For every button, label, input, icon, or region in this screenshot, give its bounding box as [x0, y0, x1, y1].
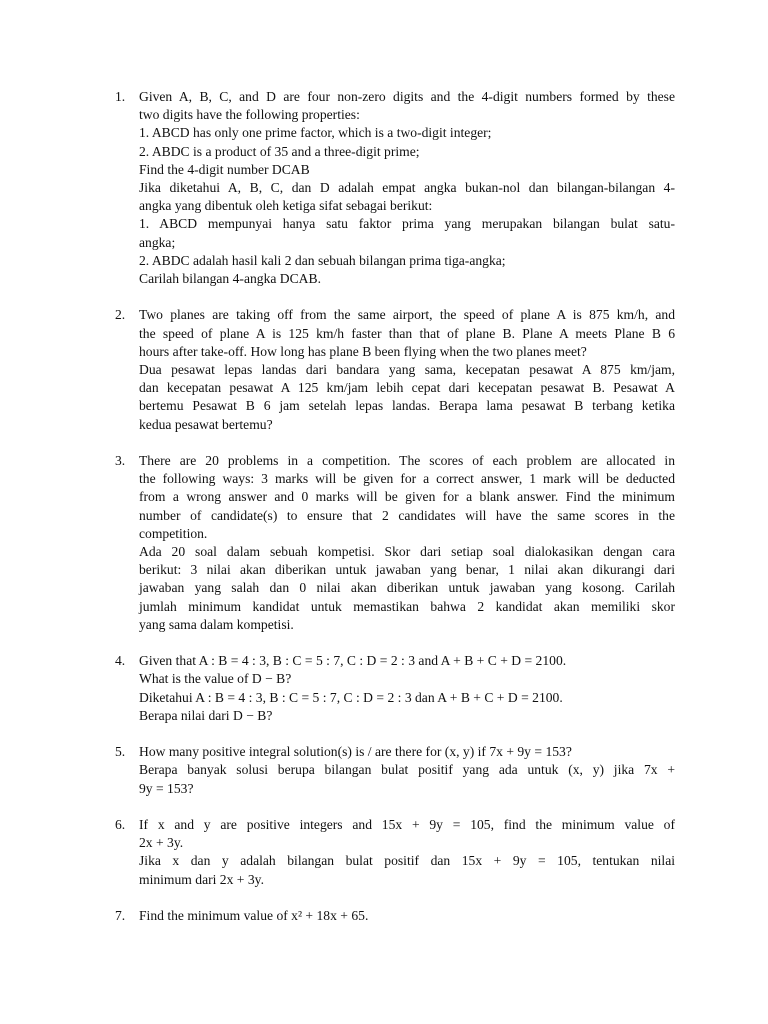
problem-line: berikut: 3 nilai akan diberikan untuk jawaban yang benar, 1 nilai akan dikurangi dari	[139, 562, 675, 578]
problem-line: hours after take-off. How long has plane B been flying when the two planes meet?	[139, 343, 587, 359]
problem-number: 7.	[115, 908, 126, 924]
problem-line: Jika diketahui A, B, C, dan D adalah empat angka bukan-nol dan bilangan-bilangan 4-	[139, 180, 675, 196]
problem-line: bertemu Pesawat B 6 jam setelah lepas landas. Berapa lama pesawat B terbang ketika	[139, 398, 675, 414]
problem-line: Given A, B, C, and D are four non-zero digits and the 4-digit numbers formed by these	[139, 89, 675, 104]
problem-line: There are 20 problems in a competition. The scores of each problem are allocated in	[139, 453, 675, 469]
problem-number: 2.	[115, 307, 126, 323]
problem-line: If x and y are positive integers and 15x + 9y = 105, find the minimum value of	[139, 817, 675, 833]
problem-line: What is the value of D − B?	[139, 671, 292, 687]
problem-line: minimum dari 2x + 3y.	[139, 871, 264, 887]
problem-line: Find the minimum value of x² + 18x + 65.	[139, 908, 369, 924]
problem-line: the following ways: 3 marks will be given for a correct answer, 1 mark will be deducted	[139, 471, 675, 487]
problem-line: Dua pesawat lepas landas dari bandara yang sama, kecepatan pesawat A 875 km/jam,	[139, 362, 675, 378]
problem-line: jawaban yang salah dan 0 nilai akan diberikan untuk jawaban yang kosong. Carilah	[139, 580, 675, 596]
problem-line: 1. ABCD mempunyai hanya satu faktor prima yang merupakan bilangan bulat satu-	[139, 216, 675, 232]
problem-line: 2. ABDC is a product of 35 and a three-digit prime;	[139, 143, 420, 159]
problem-line: from a wrong answer and 0 marks will be given for a blank answer. Find the minimum	[139, 489, 675, 505]
problem-line: kedua pesawat bertemu?	[139, 416, 273, 432]
problem-line: two digits have the following properties:	[139, 107, 360, 123]
problem-item	[115, 816, 675, 889]
problem-line: jumlah minimum kandidat untuk memastikan bahwa 2 kandidat akan memiliki skor	[139, 598, 675, 614]
problem-line: dan kecepatan pesawat A 125 km/jam lebih cepat dari kecepatan pesawat B. Pesawat A	[139, 380, 675, 396]
problem-item	[115, 907, 675, 925]
problem-line: 1. ABCD has only one prime factor, which is a two-digit integer;	[139, 125, 492, 141]
problem-item	[115, 452, 675, 634]
problem-line: 2. ABDC adalah hasil kali 2 dan sebuah bilangan prima tiga-angka;	[139, 252, 506, 268]
problem-number: 5.	[115, 744, 126, 760]
problem-line: Carilah bilangan 4-angka DCAB.	[139, 271, 321, 287]
problem-list	[115, 88, 675, 943]
problem-line: the speed of plane A is 125 km/h faster than that of plane B. Plane A meets Plane B 6	[139, 325, 675, 341]
problem-item	[115, 88, 675, 288]
problem-number: 3.	[115, 453, 126, 469]
problem-line: Berapa banyak solusi berupa bilangan bulat positif yang ada untuk (x, y) jika 7x +	[139, 762, 675, 778]
problem-line: Given that A : B = 4 : 3, B : C = 5 : 7, C : D = 2 : 3 and A + B + C + D = 2100.	[139, 653, 567, 669]
problem-line: Diketahui A : B = 4 : 3, B : C = 5 : 7, C : D = 2 : 3 dan A + B + C + D = 2100.	[139, 689, 563, 705]
problem-line: 9y = 153?	[139, 780, 194, 796]
problem-line: Two planes are taking off from the same airport, the speed of plane A is 875 km/h, and	[139, 307, 675, 323]
problem-number: 4.	[115, 653, 126, 669]
problem-number: 6.	[115, 817, 126, 833]
problem-line: How many positive integral solution(s) is / are there for (x, y) if 7x + 9y = 153?	[139, 744, 572, 760]
problem-line: angka;	[139, 234, 176, 250]
problem-line: 2x + 3y.	[139, 835, 184, 851]
problem-line: Ada 20 soal dalam sebuah kompetisi. Skor dari setiap soal dialokasikan dengan cara	[139, 544, 675, 560]
problem-line: Jika x dan y adalah bilangan bulat positif dan 15x + 9y = 105, tentukan nilai	[139, 853, 675, 869]
problem-line: Berapa nilai dari D − B?	[139, 707, 273, 723]
problem-line: angka yang dibentuk oleh ketiga sifat sebagai berikut:	[139, 198, 433, 214]
problem-item	[115, 652, 675, 725]
problem-line: number of candidate(s) to ensure that 2 candidates will have the same scores in the	[139, 507, 675, 523]
problem-line: competition.	[139, 525, 208, 541]
problem-line: yang sama dalam kompetisi.	[139, 616, 294, 632]
problem-item	[115, 743, 675, 798]
problem-line: Find the 4-digit number DCAB	[139, 161, 310, 177]
problem-number: 1.	[115, 89, 126, 104]
problem-item	[115, 306, 675, 433]
